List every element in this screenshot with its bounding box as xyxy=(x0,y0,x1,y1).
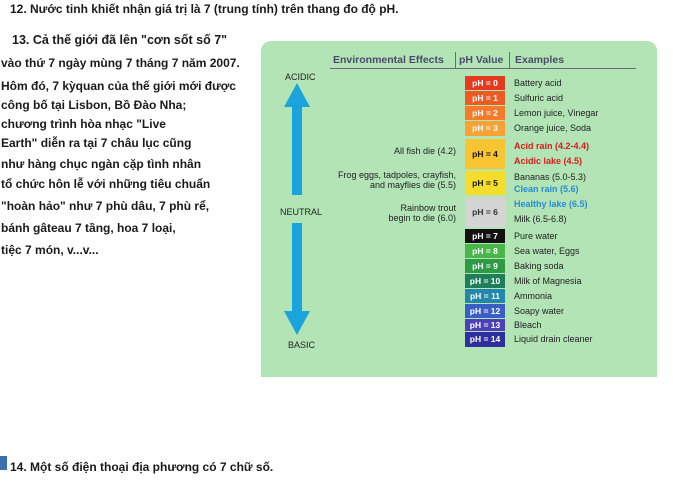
ph-example-text: Orange juice, Soda xyxy=(514,123,592,133)
effect-all-fish-die: All fish die (4.2) xyxy=(393,146,456,156)
ph-example-text: Lemon juice, Vinegar xyxy=(514,107,599,118)
acid-base-arrow-icon xyxy=(284,83,310,335)
basic-label: BASIC xyxy=(288,340,316,350)
ph-example-text: Acid rain (4.2-4.4) xyxy=(514,141,590,151)
header-separator xyxy=(509,52,510,68)
ph-value-cell: pH = 6 xyxy=(465,197,505,227)
ph-value-cell: pH = 2 xyxy=(465,106,505,120)
ph-value-cell: pH = 9 xyxy=(465,259,505,273)
ph-value-cell: pH = 12 xyxy=(465,304,505,318)
ph-example-text: Clean rain (5.6) xyxy=(514,183,579,194)
ph-example-text: Sea water, Eggs xyxy=(514,245,580,256)
ph-example-text: Baking soda xyxy=(514,260,564,271)
ph-value-cell: pH = 1 xyxy=(465,91,505,105)
ph-value-cell: pH = 0 xyxy=(465,76,505,90)
item-12-text: 12. Nước tinh khiết nhận giá trị là 7 (trung tính) trên thang đo độ pH. xyxy=(10,2,399,16)
ph-value-cell: pH = 10 xyxy=(465,274,505,288)
header-separator xyxy=(455,52,456,68)
item-13-line: "hoàn hảo" như 7 phù dâu, 7 phù rể, xyxy=(1,199,210,213)
ph-value-cell: pH = 14 xyxy=(465,332,505,347)
ph-example-text: Acidic lake (4.5) xyxy=(514,156,583,166)
ph-value-cell: pH = 3 xyxy=(465,121,505,136)
effect-frog-eggs: Frog eggs, tadpoles, crayfish, and mayflies die (5.5) xyxy=(337,170,456,190)
ph-example-text: Sulfuric acid xyxy=(514,92,564,103)
item-13-line: tiệc 7 món, v...v... xyxy=(1,243,99,257)
item-13-title: 13. Cả thế giới đã lên "cơn sốt số 7" xyxy=(12,33,228,47)
item-13-line: công bố tại Lisbon, Bồ Đào Nha; xyxy=(1,98,187,112)
item-13-line: bánh gâteau 7 tầng, hoa 7 loại, xyxy=(1,221,176,235)
item-13-line: Earth" diễn ra tại 7 châu lục cũng xyxy=(1,136,192,150)
ph-example-text: Battery acid xyxy=(514,77,562,88)
header-examples: Examples xyxy=(515,54,565,66)
acidic-label: ACIDIC xyxy=(285,72,316,82)
ph-value-cell: pH = 11 xyxy=(465,289,505,303)
ph-value-cell: pH = 13 xyxy=(465,319,505,331)
bullet-marker xyxy=(0,456,7,470)
header-ph-value: pH Value xyxy=(459,54,504,66)
ph-example-text: Milk of Magnesia xyxy=(514,275,582,286)
header-environmental-effects: Environmental Effects xyxy=(333,54,444,66)
item-13-line: vào thứ 7 ngày mùng 7 tháng 7 năm 2007. xyxy=(1,56,240,70)
effect-rainbow-trout: Rainbow trout begin to die (6.0) xyxy=(388,203,456,223)
header-divider xyxy=(330,68,636,69)
item-14-text: 14. Một số điện thoại địa phương có 7 chữ số. xyxy=(10,460,274,474)
ph-example-text: Milk (6.5-6.8) xyxy=(514,214,567,224)
ph-example-text: Bananas (5.0-5.3) xyxy=(514,171,587,182)
ph-example-text: Pure water xyxy=(514,230,558,241)
ph-example-text: Soapy water xyxy=(514,305,565,316)
ph-example-text: Liquid drain cleaner xyxy=(514,334,593,344)
ph-value-cell: pH = 5 xyxy=(465,171,505,195)
ph-value-cell: pH = 7 xyxy=(465,229,505,243)
ph-example-text: Ammonia xyxy=(514,290,553,301)
ph-example-text: Bleach xyxy=(514,319,542,330)
item-13-line: tổ chức hôn lễ với những tiêu chuẩn xyxy=(1,177,211,191)
item-13-line: như hàng chục ngàn cặp tình nhân xyxy=(1,157,202,171)
ph-example-text: Healthy lake (6.5) xyxy=(514,199,588,209)
ph-value-cell: pH = 4 xyxy=(465,139,505,169)
item-13-line: chương trình hòa nhạc "Live xyxy=(1,117,166,131)
item-13-line: Hôm đó, 7 kỳquan của thế giới mới được xyxy=(1,79,236,93)
neutral-label: NEUTRAL xyxy=(280,207,323,217)
ph-value-cell: pH = 8 xyxy=(465,244,505,258)
